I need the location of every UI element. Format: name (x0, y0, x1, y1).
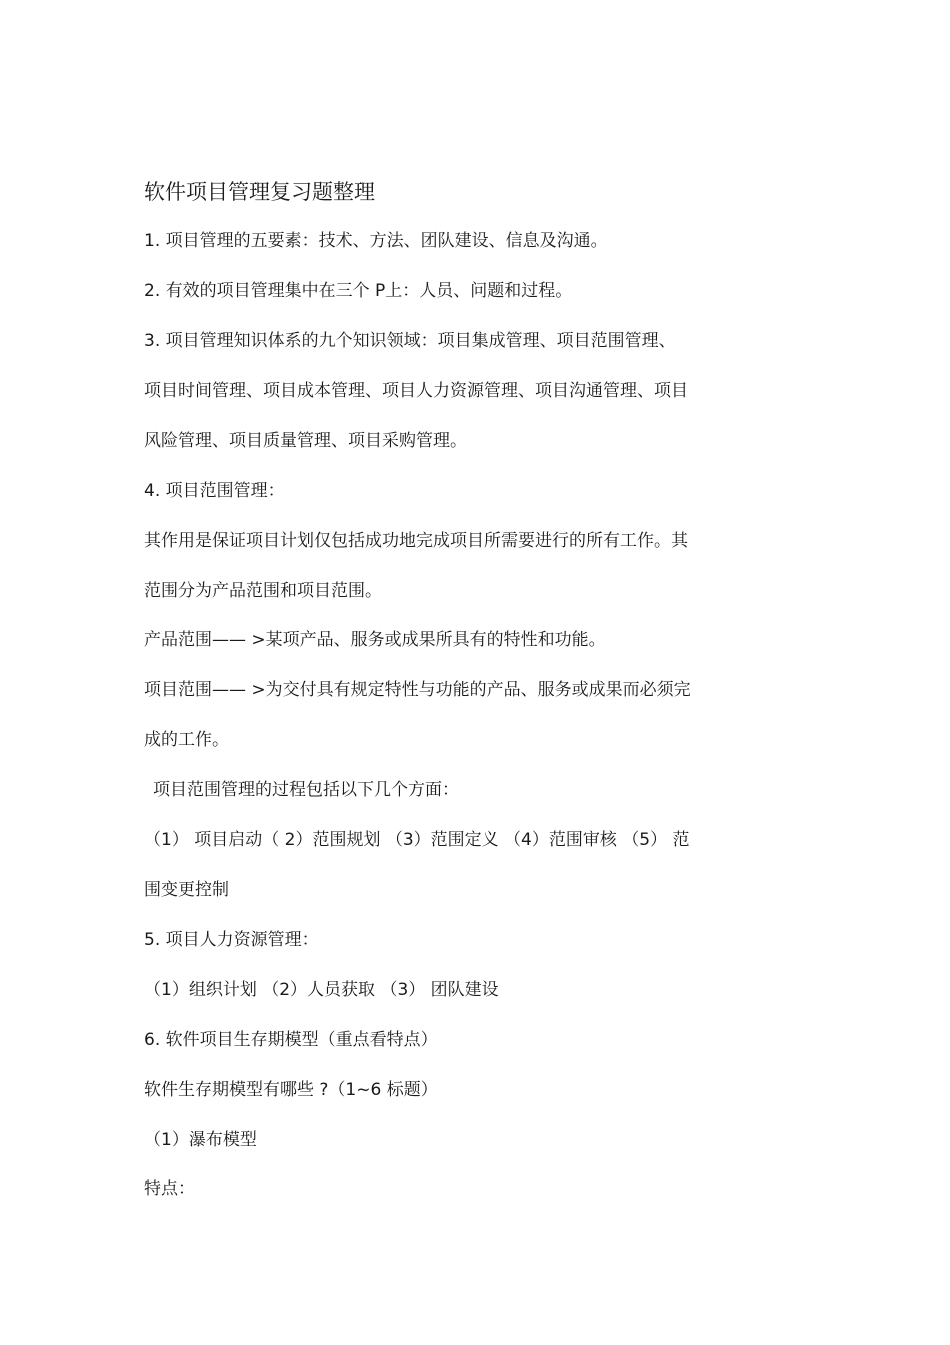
text-line: 特点： (144, 1179, 195, 1199)
text-line: 2. 有效的项目管理集中在三个 P上：人员、问题和过程。 (144, 281, 573, 301)
text-line: 成的工作。 (144, 730, 229, 750)
text-line: 范围分为产品范围和项目范围。 (144, 581, 382, 601)
text-line: 3. 项目管理知识体系的九个知识领域：项目集成管理、项目范围管理、 (144, 331, 676, 351)
text-line: （1） 项目启动（ 2）范围规划 （3）范围定义 （4）范围审核 （5） 范 (144, 830, 690, 850)
text-line: 5. 项目人力资源管理： (144, 930, 319, 950)
text-line: 软件生存期模型有哪些 ?（1~6 标题） (144, 1080, 438, 1100)
text-line: 4. 项目范围管理： (144, 481, 285, 501)
text-line: （1）瀑布模型 (144, 1130, 257, 1150)
text-line: 项目范围管理的过程包括以下几个方面： (153, 780, 459, 800)
text-line: 其作用是保证项目计划仅包括成功地完成项目所需要进行的所有工作。其 (144, 531, 688, 551)
text-line: 1. 项目管理的五要素：技术、方法、团队建设、信息及沟通。 (144, 231, 608, 251)
document-title: 软件项目管理复习题整理 (144, 180, 375, 204)
text-line: 项目时间管理、项目成本管理、项目人力资源管理、项目沟通管理、项目 (144, 381, 688, 401)
text-line: 围变更控制 (144, 880, 229, 900)
text-line: 项目范围—— >为交付具有规定特性与功能的产品、服务或成果而必须完 (144, 680, 691, 700)
text-line: 风险管理、项目质量管理、项目采购管理。 (144, 431, 467, 451)
text-line: 6. 软件项目生存期模型（重点看特点） (144, 1030, 438, 1050)
text-line: （1）组织计划 （2）人员获取 （3） 团队建设 (144, 980, 499, 1000)
text-line: 产品范围—— >某项产品、服务或成果所具有的特性和功能。 (144, 630, 606, 650)
